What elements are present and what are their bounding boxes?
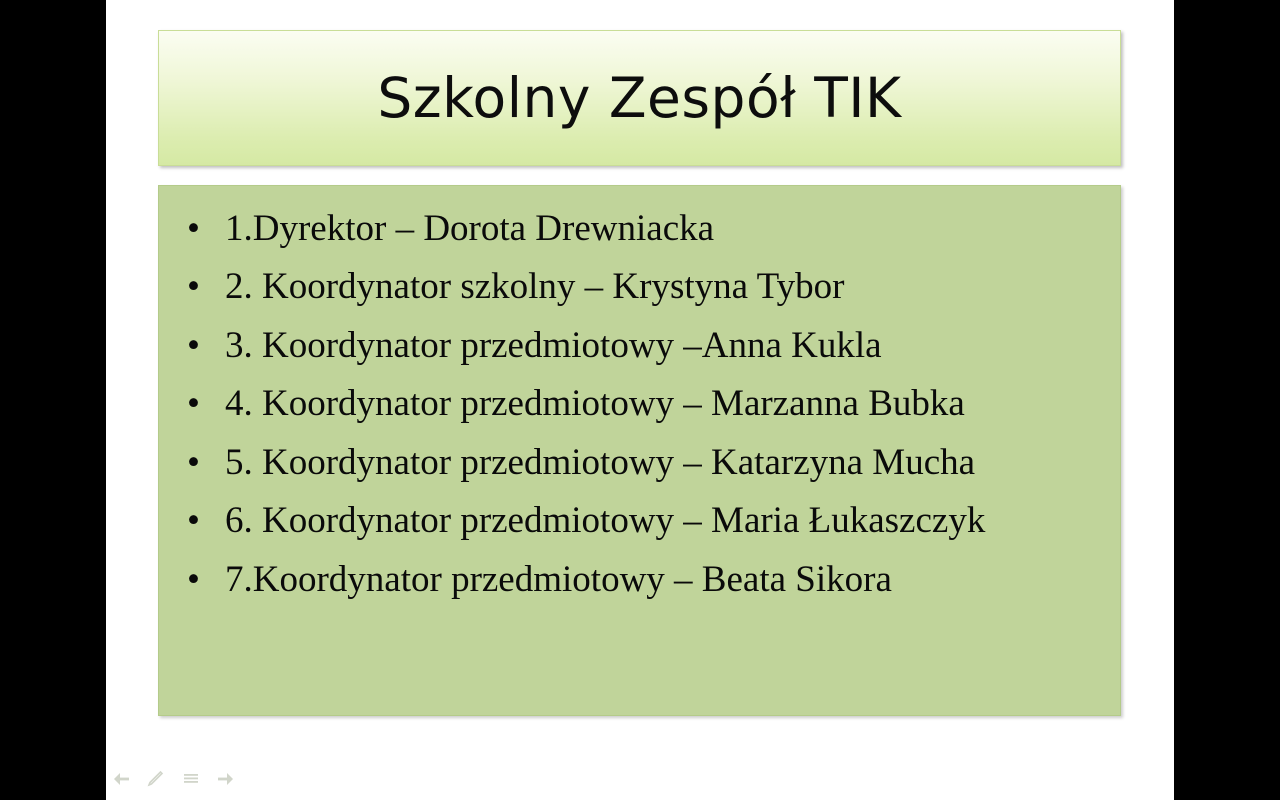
- list-item: [173, 375, 1096, 433]
- bullet-marker: •: [187, 558, 200, 600]
- slide-content-box: [158, 185, 1121, 716]
- page-title: Szkolny Zespół TIK: [377, 65, 902, 130]
- slide-stage: [106, 0, 1174, 800]
- menu-icon[interactable]: [180, 768, 202, 790]
- list-item: [173, 317, 1096, 375]
- list-item: [173, 492, 1096, 550]
- bullet-marker: •: [187, 441, 200, 483]
- bullet-marker: •: [187, 266, 200, 308]
- list-item-text: 4. Koordynator przedmiotowy – Marzanna Bubka: [225, 383, 965, 425]
- list-item-text: 5. Koordynator przedmiotowy – Katarzyna Mucha: [225, 441, 976, 483]
- pen-icon[interactable]: [145, 768, 167, 790]
- list-item-text: 6. Koordynator przedmiotowy – Maria Łukaszczyk: [225, 500, 986, 542]
- list-item-text: 3. Koordynator przedmiotowy –Anna Kukla: [225, 324, 882, 366]
- bullet-marker: •: [187, 500, 200, 542]
- list-item: [173, 434, 1096, 492]
- bullet-marker: •: [187, 324, 200, 366]
- slideshow-toolbar: [106, 744, 1174, 800]
- list-item-text: 2. Koordynator szkolny – Krystyna Tybor: [225, 266, 845, 308]
- bullet-marker: •: [187, 383, 200, 425]
- arrow-right-icon[interactable]: [215, 768, 237, 790]
- slideshow-nav-controls: [110, 768, 237, 790]
- list-item: [173, 258, 1096, 316]
- list-item: [173, 200, 1096, 258]
- arrow-left-icon[interactable]: [110, 768, 132, 790]
- list-item-text: 7.Koordynator przedmiotowy – Beata Sikora: [225, 558, 892, 600]
- bullet-marker: •: [187, 208, 200, 249]
- bullet-list: [173, 200, 1096, 609]
- list-item: [173, 551, 1096, 609]
- slide-title-box: [158, 30, 1121, 166]
- list-item-text: 1.Dyrektor – Dorota Drewniacka: [225, 208, 715, 249]
